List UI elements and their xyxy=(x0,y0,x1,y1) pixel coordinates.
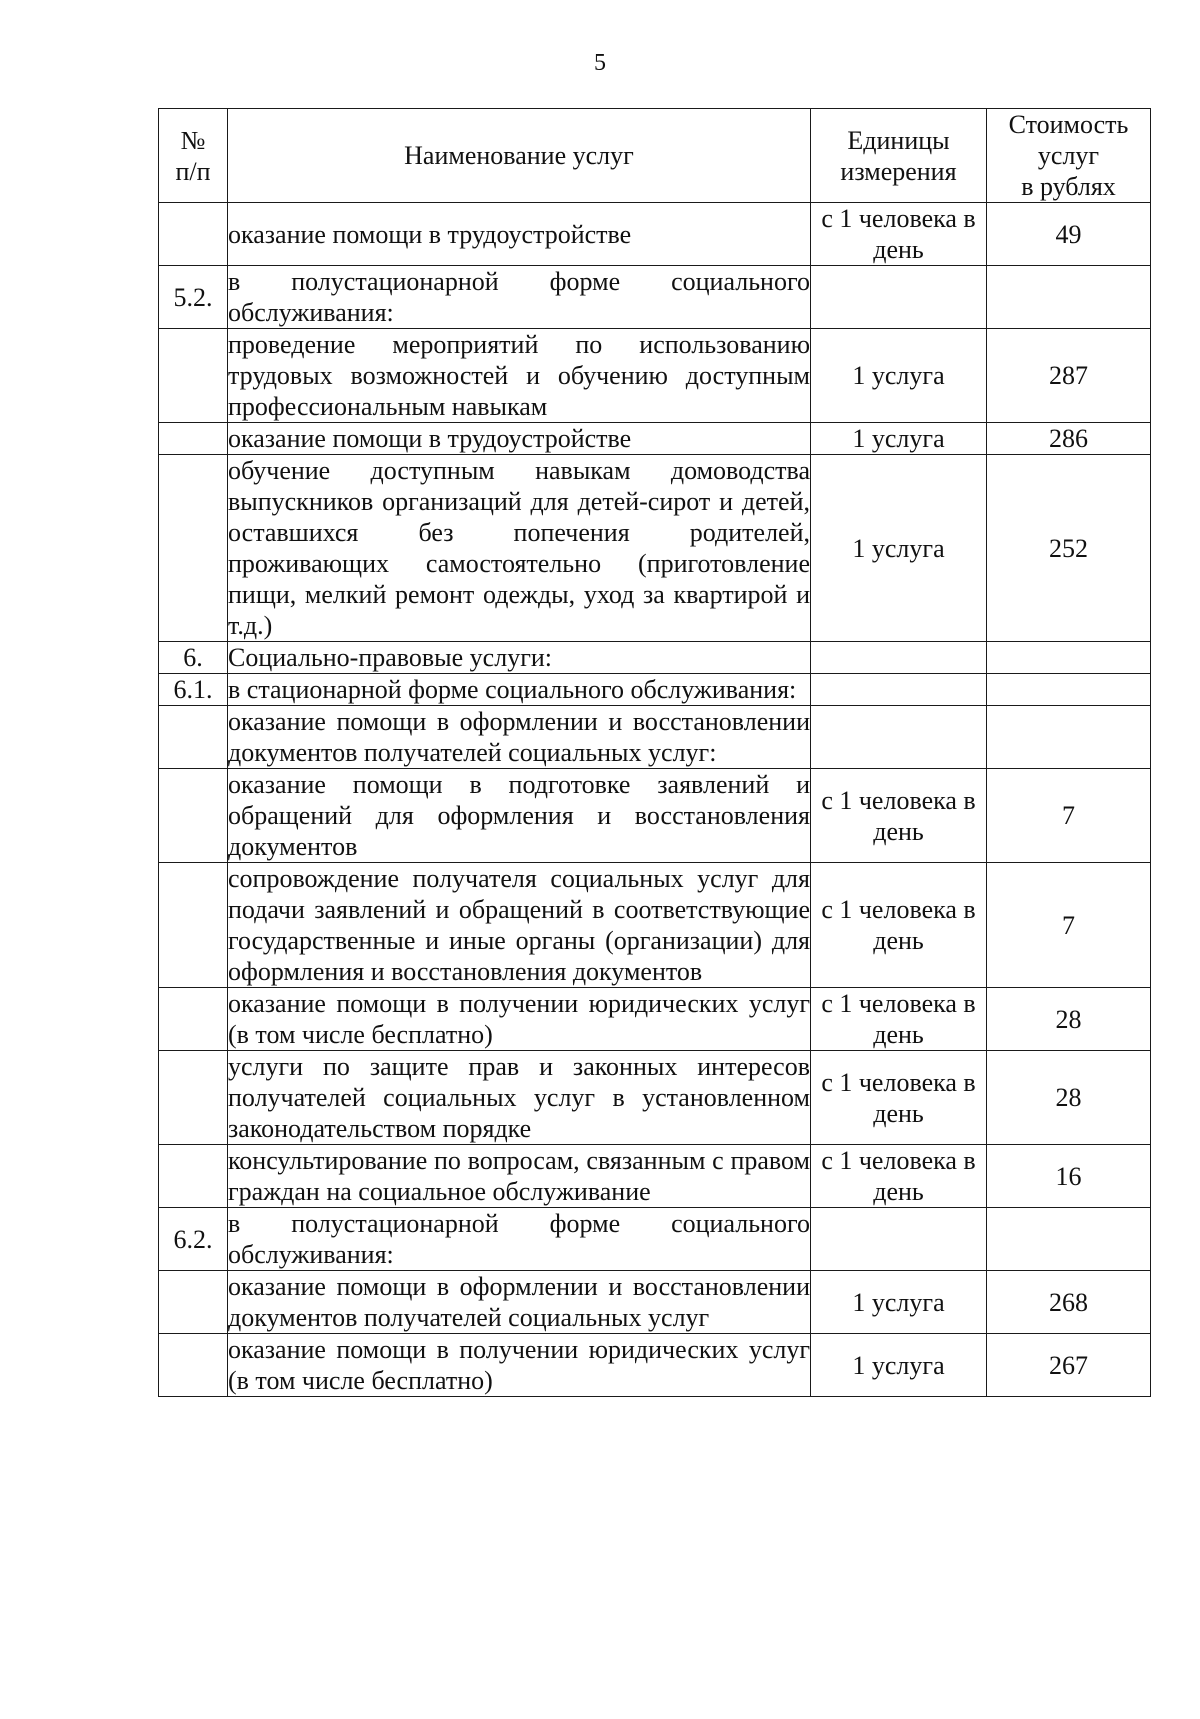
table-row xyxy=(159,642,1151,674)
unit-of-measure: с 1 человека в день xyxy=(811,769,987,863)
service-name: услуги по защите прав и законных интересов получателей социальных услуг в установленном законодательством порядке xyxy=(228,1052,810,1143)
table-row xyxy=(159,329,1151,423)
service-cost: 286 xyxy=(987,423,1151,455)
table-row xyxy=(159,203,1151,266)
header-number: № п/п xyxy=(159,109,228,203)
service-cost xyxy=(987,674,1151,706)
service-name: оказание помощи в трудоустройстве xyxy=(228,423,811,455)
service-name: в полустационарной форме социального обслуживания: xyxy=(228,1209,810,1269)
unit-of-measure: с 1 человека в день xyxy=(811,1145,987,1208)
header-cost: Стоимость услуг в рублях xyxy=(987,109,1151,203)
table-row xyxy=(159,1271,1151,1334)
row-number xyxy=(159,1051,228,1145)
table-row xyxy=(159,769,1151,863)
row-number xyxy=(159,329,228,423)
service-cost: 268 xyxy=(987,1271,1151,1334)
unit-of-measure: с 1 человека в день xyxy=(811,863,987,988)
service-cost: 28 xyxy=(987,1051,1151,1145)
unit-of-measure: с 1 человека в день xyxy=(811,1051,987,1145)
table-row xyxy=(159,988,1151,1051)
service-name: оказание помощи в получении юридических услуг (в том числе бесплатно) xyxy=(228,1335,810,1395)
unit-of-measure: с 1 человека в день xyxy=(811,203,987,266)
service-cost: 252 xyxy=(987,455,1151,642)
table-row xyxy=(159,1208,1151,1271)
service-cost: 28 xyxy=(987,988,1151,1051)
header-unit: Единицы измерения xyxy=(811,109,987,203)
row-number xyxy=(159,203,228,266)
row-number xyxy=(159,1271,228,1334)
service-cost: 7 xyxy=(987,863,1151,988)
service-cost xyxy=(987,266,1151,329)
service-cost: 287 xyxy=(987,329,1151,423)
row-number xyxy=(159,1334,228,1397)
unit-of-measure xyxy=(811,1208,987,1271)
row-number xyxy=(159,455,228,642)
service-name: оказание помощи в оформлении и восстановлении документов получателей социальных услуг xyxy=(228,1272,810,1332)
table-body xyxy=(159,203,1151,1397)
unit-of-measure: 1 услуга xyxy=(811,455,987,642)
table-row xyxy=(159,1145,1151,1208)
header-service-name: Наименование услуг xyxy=(228,109,811,203)
unit-of-measure: 1 услуга xyxy=(811,1271,987,1334)
table-row xyxy=(159,863,1151,988)
unit-of-measure: 1 услуга xyxy=(811,329,987,423)
service-name: Социально-правовые услуги: xyxy=(228,642,811,674)
service-name: консультирование по вопросам, связанным с правом граждан на социальное обслуживание xyxy=(228,1146,810,1206)
row-number: 6.2. xyxy=(159,1208,228,1271)
unit-of-measure xyxy=(811,674,987,706)
unit-of-measure: с 1 человека в день xyxy=(811,988,987,1051)
unit-of-measure: 1 услуга xyxy=(811,423,987,455)
row-number xyxy=(159,863,228,988)
row-number xyxy=(159,1145,228,1208)
service-cost xyxy=(987,1208,1151,1271)
table-row xyxy=(159,706,1151,769)
unit-of-measure: 1 услуга xyxy=(811,1334,987,1397)
unit-of-measure xyxy=(811,706,987,769)
service-cost: 49 xyxy=(987,203,1151,266)
service-cost: 7 xyxy=(987,769,1151,863)
service-cost: 16 xyxy=(987,1145,1151,1208)
service-name: оказание помощи в трудоустройстве xyxy=(228,203,811,266)
row-number xyxy=(159,769,228,863)
service-name: оказание помощи в получении юридических услуг (в том числе бесплатно) xyxy=(228,989,810,1049)
table-header-row xyxy=(159,109,1151,203)
table-row xyxy=(159,1334,1151,1397)
service-name: в полустационарной форме социального обслуживания: xyxy=(228,267,810,327)
service-cost: 267 xyxy=(987,1334,1151,1397)
unit-of-measure xyxy=(811,266,987,329)
row-number: 6.1. xyxy=(159,674,228,706)
service-cost xyxy=(987,706,1151,769)
table-row xyxy=(159,266,1151,329)
service-name: сопровождение получателя социальных услуг для подачи заявлений и обращений в соответствующие государственные и иные органы (организации) для оформления и восстановления документов xyxy=(228,864,810,986)
services-price-table xyxy=(158,108,1151,1397)
page-number: 5 xyxy=(594,50,606,76)
row-number xyxy=(159,988,228,1051)
row-number xyxy=(159,706,228,769)
row-number xyxy=(159,423,228,455)
service-name: оказание помощи в оформлении и восстановлении документов получателей социальных услуг: xyxy=(228,707,810,767)
row-number: 5.2. xyxy=(159,266,228,329)
row-number: 6. xyxy=(159,642,228,674)
table-row xyxy=(159,1051,1151,1145)
table-row xyxy=(159,455,1151,642)
service-name: проведение мероприятий по использованию трудовых возможностей и обучению доступным профессиональным навыкам xyxy=(228,330,810,421)
service-name: в стационарной форме социального обслуживания: xyxy=(228,674,811,706)
table-row xyxy=(159,423,1151,455)
table-row xyxy=(159,674,1151,706)
service-name: обучение доступным навыкам домоводства выпускников организаций для детей-сирот и детей, оставшихся без попечения родителей, проживающих самостоятельно (приготовление пищи, мелкий ремонт одежды, уход за квартирой и т.д.) xyxy=(228,456,810,640)
unit-of-measure xyxy=(811,642,987,674)
service-cost xyxy=(987,642,1151,674)
service-name: оказание помощи в подготовке заявлений и обращений для оформления и восстановления документов xyxy=(228,770,810,861)
